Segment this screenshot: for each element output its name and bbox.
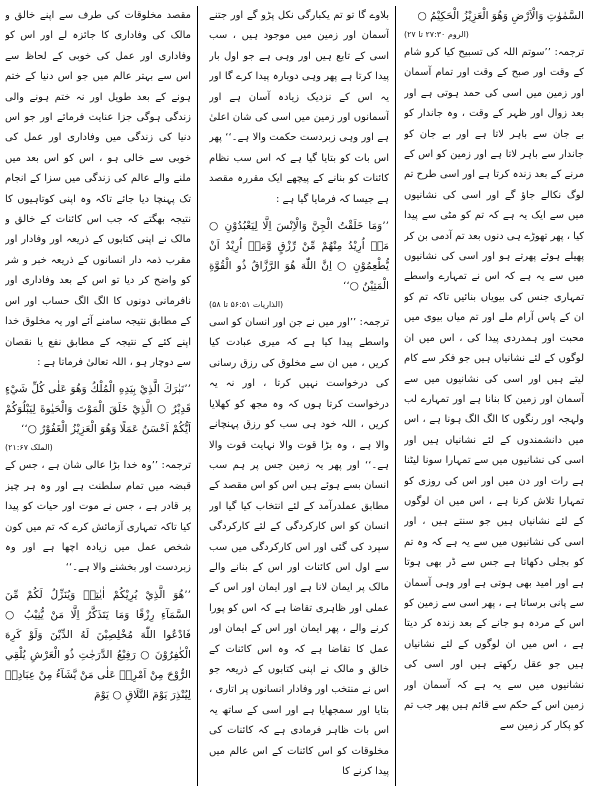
right-column: [404, 6, 584, 786]
quran-verse-dhariyat: ’’وَمَا خَلَقْتُ الْجِنَّ وَالْاِنْسَ اِلَّا لِيَعْبُدُوْنِ ○ مَاۤ اُرِيْدُ مِنْهُمْ مِّنْ رِّزْقٍ وَّمَاۤ اُرِيْدُ اَنْ يُّطْعِمُوْنِ ○ اِنَّ اللّٰهَ هُوَ الرَّزَّاقُ ذُو الْقُوَّةِ الْمَتِيْنُ ○‘‘: [209, 220, 389, 293]
urdu-translation-mulk: ترجمہ: ’’وہ خدا بڑا عالی شان ہے ، جس کے قبضہ میں تمام سلطنت ہے اور وہ ہر چیز پر قادر ہے ، جس نے موت اور حیات کو پیدا کیا تاکہ تمہاری آزمائش کرے کہ تم میں کون شخص عمل میں زیادہ اچھا ہے اور وہ زبردست اور بخشنے والا ہے۔‘‘: [5, 460, 191, 574]
column-divider: [197, 6, 198, 786]
verse-reference-rum: (الروم ۲۷:۳۰ تا ۲۷): [404, 30, 469, 39]
verse-reference-dhariyat: (الذاریات ۵۶:۵۱ تا ۵۸): [209, 300, 284, 310]
urdu-paragraph-bottom: ترجمہ: ’’اور میں نے جن اور انسان کو اسی واسطے پیدا کیا ہے کہ میری عبادت کیا کریں ، میں ان سے مخلوق کی رزق رسانی کی درخواست نہیں کرتا ، اور نہ یہ درخواست کرتا ہوں کہ وہ مجھ کو کھلایا کریں ، اللہ خود ہی سب کو رزق پہنچانے والا ہے ، وہ بڑا قوت والا نہایت قوت والا ہے۔‘‘ اور پھر یہ زمین جس پر ہم سب انسان بسے ہوئے ہیں اس کو اس مقصد کے مطابق عملدرآمد کے لئے انتخاب کیا گیا اور انسان کو اس کارکردگی کے لئے کارکردگی سپرد کی گئی اور اس کارکردگی میں سب سے اول اس کائنات اور اس کے بنانے والے مالک پر ایمان لانا ہے اور ایمان اور اس کے عملی اور ظاہری تقاضا ہے کہ اس کو پورا کرنے والے ، پھر ایمان اور اس کے ایمان اور عمل کا تقاضا ہے کہ وہ اس کائنات کے خالق و مالک نے اپنی کتابوں کے ذریعہ جو اس نے منتخب اور وفادار انسانوں پر اتاری ، بتایا اور سمجھایا ہے اور اسی کے ساتھ یہ اس بات ظاہر فرمادی ہے کہ کائنات کی مخلوقات کو اس کائنات کے اس عالم میں پیدا کرنے کا: [209, 317, 389, 777]
left-column: [5, 6, 191, 786]
column-divider: [395, 6, 396, 786]
quran-verse-rum: السَّمٰوٰتِ وَالْاَرْضِ وَهُوَ الْعَزِيْزُ الْحَكِيْمُ ○: [417, 10, 584, 22]
urdu-translation-rum: ترجمہ: ’’سوتم اللہ کی تسبیح کیا کرو شام کے وقت اور صبح کے وقت اور تمام آسمان اور زمین میں اسی کی حمد ہوتی ہے اور بعد زوال اور ظہر کے وقت ، وہ جاندار کو بے جان سے باہر لاتا ہے اور بے جان کو جاندار سے باہر لاتا ہے اور زمین کو اس کے مرنے کے بعد زندہ کرتا ہے اور اسی طرح تم لوگ نکالے جاؤ گے اور اسی کی نشانیوں میں سے ایک یہ ہے کہ تم کو مٹی سے پیدا کیا ، پھر تھوڑے ہی دنوں بعد تم آدمی بن کر پھیلے ہوئے پھرتے ہو اور اسی کی نشانیوں میں سے یہ ہے کہ اس نے تمہارے واسطے تمہاری جنس کی بیویاں بنائیں تاکہ تم کو ان کے پاس آرام ملے اور تم میاں بیوی میں محبت اور ہمدردی پیدا کی ، اس میں ان لوگوں کے لئے نشانیاں ہیں جو فکر سے کام لیتے ہیں اور اسی کی نشانیوں میں سے آسمان اور زمین کا بنانا ہے اور تمہارے لب ولہجہ اور رنگوں کا الگ الگ ہونا ہے ، اس میں دانشمندوں کے لئے نشانیاں ہیں اور اسی کی نشانیوں میں سے تمہارا سونا لیٹنا ہے رات اور دن میں اور اس کی روزی کو تمہارا تلاش کرنا ہے ، اس میں ان لوگوں کے لئے نشانیاں ہیں جو سنتے ہیں ، اور اسی کی نشانیوں میں سے یہ ہے کہ وہ تم کو بجلی دکھاتا ہے جس سے ڈر بھی ہوتا ہے اور امید بھی ہوتی ہے اور وہی آسمان سے پانی برساتا ہے ، پھر اسی سے زمین کو اس کے مردہ ہو جانے کے بعد زندہ کر دیتا ہے ، اس میں ان لوگوں کے لئے نشانیاں ہیں جو عقل رکھتے ہیں اور اسی کی نشانیوں میں سے یہ ہے کہ آسمان اور زمین اس کے حکم سے قائم ہیں پھر جب تم کو پکار کر زمین سے: [404, 47, 584, 732]
middle-column: [209, 6, 389, 786]
urdu-paragraph-top: مقصد مخلوقات کی طرف سے اپنے خالق و مالک کی وفاداری کا جائزہ لے اور اس کو وفاداری اور عمل کی خوبی کے لحاظ سے اس سے بہتر عالم میں جو اس دنیا کے ختم ہونے کے بعد طویل اور نہ ختم ہونے والی زندگی ہوگی جزا عنایت فرمائے اور جو اس دنیا کی زندگی میں وفاداری اور عمل کی خوبی سے خالی ہو ، اس کو اس بعد میں ملنے والے عالم کی زندگی میں سزا کے انجام تک پہنچا دیا جائے تاکہ وہ اپنی کوتاہیوں کا نتیجہ بھگتے کہ جب اس کائنات کے خالق و مالک نے اپنی کتابوں کے ذریعہ اور وفادار اور مقرب ذمہ دار انسانوں کے ذریعہ خبر و شر کو واضح کر دیا تو اس کے بعد وفاداری اور نافرمانی دونوں کا الگ الگ حساب اور اس کے مطابق نتیجہ سامنے آئے اور یہ مخلوق خدا اپنے کئے کے نتیجہ کے مطابق نفع یا نقصان سے دوچار ہو ، اللہ تعالیٰ فرماتا ہے :: [5, 10, 191, 368]
urdu-paragraph-top: بلاوے گا تو تم یکبارگی نکل پڑو گے اور جتنے آسمان اور زمین میں موجود ہیں ، سب اسی کے تابع ہیں اور وہی ہے جو اول بار پیدا کرتا ہے پھر وہی دوبارہ پیدا کرے گا اور یہ اس کے نزدیک زیادہ آسان ہے اور آسمانوں اور زمین میں اسی کی شان اعلیٰ ہے اور وہی زبردست حکمت والا ہے۔‘‘ پھر اس بات کو بتایا گیا ہے کہ اس سب نظام کائنات کو بنانے کے پیچھے ایک مقررہ مقصد ہے جیسا کہ فرمایا گیا ہے :: [209, 10, 389, 205]
quran-verse-mulk: ’’تَبٰرَكَ الَّذِيْ بِيَدِهِ الْمُلْكُ وَهُوَ عَلٰى كُلِّ شَيْءٍ قَدِيْرُ ○ الَّذِيْ خَلَقَ الْمَوْتَ وَالْحَيٰوةَ لِيَبْلُوَكُمْ اَيُّكُمْ اَحْسَنُ عَمَلًا وَهُوَ الْعَزِيْزُ الْغَفُوْرُ ○‘‘: [5, 383, 191, 436]
quran-verse-ghafir: ’’هُوَ الَّذِيْ يُرِيْكُمْ اٰيٰتِهٖ وَيُنَزِّلُ لَكُمْ مِّنَ السَّمَآءِ رِزْقًا وَمَا يَتَذَكَّرُ اِلَّا مَنْ يُّنِيْبُ ○ فَادْعُوا اللّٰهَ مُخْلِصِيْنَ لَهُ الدِّيْنَ وَلَوْ كَرِهَ الْكٰفِرُوْنَ ○ رَفِيْعُ الدَّرَجٰتِ ذُو الْعَرْشِ يُلْقِي الرُّوْحَ مِنْ اَمْرِهٖ عَلٰى مَنْ يَّشَآءُ مِنْ عِبَادِهٖ لِيُنْذِرَ يَوْمَ التَّلَاقِ ○ يَوْمَ: [5, 588, 191, 701]
verse-reference-mulk: (الملک ۲۱:۶۷): [5, 443, 53, 453]
